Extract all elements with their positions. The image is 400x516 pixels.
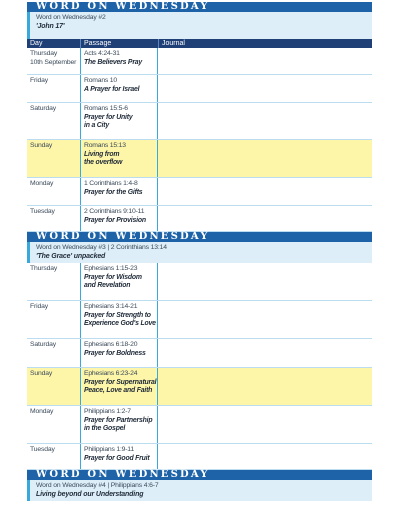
passage-reference: Ephesians 3:14-21 — [84, 303, 138, 310]
day-cell: Sunday — [30, 142, 53, 149]
day-cell: Tuesday — [30, 208, 55, 215]
column-header — [27, 39, 372, 48]
passage-reference: Romans 15:5-6 — [84, 105, 128, 112]
passage-cell — [80, 48, 158, 74]
journal-cell[interactable] — [158, 368, 372, 405]
wow-banner-title: WORD ON WEDNESDAY — [36, 469, 210, 480]
passage-cell — [80, 263, 158, 300]
passage-title: Prayer for Boldness — [84, 349, 146, 357]
journal-cell[interactable] — [158, 263, 372, 300]
day-cell: Monday — [30, 408, 54, 415]
wow-section-1 — [27, 2, 372, 39]
wow-banner — [27, 470, 372, 480]
journal-cell[interactable] — [158, 406, 372, 443]
day-cell: Friday — [30, 77, 48, 84]
passage-cell — [80, 206, 158, 231]
wow-banner — [27, 2, 372, 12]
wow-section-3 — [27, 470, 372, 501]
journal-cell[interactable] — [158, 75, 372, 102]
wow-banner-title: WORD ON WEDNESDAY — [36, 1, 210, 12]
journal-cell[interactable] — [158, 48, 372, 74]
passage-title: Prayer for Strength to Experience God's Love — [84, 311, 156, 327]
reading-plan-page — [27, 2, 372, 501]
column-header-journal: Journal — [158, 39, 372, 48]
passage-title: Prayer for Partnership in the Gospel — [84, 416, 153, 432]
passage-reference: Romans 15:13 — [84, 142, 126, 149]
wow-info-box — [27, 242, 372, 263]
table-row-highlighted — [27, 140, 372, 178]
day-cell: Thursday — [30, 265, 58, 272]
wow-subtitle: Word on Wednesday #3 | 2 Corinthians 13:14 — [36, 244, 167, 251]
table-row — [27, 339, 372, 368]
journal-cell[interactable] — [158, 339, 372, 367]
day-cell: Sunday — [30, 370, 53, 377]
table-row — [27, 75, 372, 103]
passage-cell — [80, 140, 158, 177]
passage-reference: Ephesians 6:18-20 — [84, 341, 138, 348]
passage-cell — [80, 301, 158, 338]
passage-reference: Philippians 1:2-7 — [84, 408, 131, 415]
week-1-table — [27, 48, 372, 232]
day-cell: Friday — [30, 303, 48, 310]
wow-info-box — [27, 480, 372, 501]
day-cell: Saturday — [30, 105, 57, 112]
table-row — [27, 178, 372, 206]
passage-title: A Prayer for Israel — [84, 85, 140, 93]
column-header-day: Day — [30, 40, 43, 47]
passage-title: Prayer for Supernatural Peace, Love and Faith — [84, 378, 157, 394]
passage-reference: Ephesians 6:23-24 — [84, 370, 138, 377]
wow-banner — [27, 232, 372, 242]
passage-cell — [80, 406, 158, 443]
passage-title: Prayer for the Gifts — [84, 188, 143, 196]
journal-cell[interactable] — [158, 140, 372, 177]
passage-cell — [80, 444, 158, 469]
day-cell: Monday — [30, 180, 54, 187]
journal-cell[interactable] — [158, 178, 372, 205]
table-row — [27, 444, 372, 470]
passage-reference: Ephesians 1:15-23 — [84, 265, 138, 272]
journal-cell[interactable] — [158, 206, 372, 231]
passage-reference: Philippians 1:9-11 — [84, 446, 134, 453]
table-row — [27, 103, 372, 140]
wow-theme: 'John 17' — [36, 23, 65, 30]
column-header-passage: Passage — [80, 39, 158, 48]
journal-cell[interactable] — [158, 301, 372, 338]
table-row — [27, 206, 372, 232]
day-cell: Saturday — [30, 341, 57, 348]
day-cell: Tuesday — [30, 446, 55, 453]
passage-title: Prayer for Provision — [84, 216, 146, 224]
passage-cell — [80, 75, 158, 102]
wow-subtitle: Word on Wednesday #2 — [36, 14, 106, 21]
wow-info-box — [27, 12, 372, 39]
passage-cell — [80, 339, 158, 367]
table-row — [27, 263, 372, 301]
journal-cell[interactable] — [158, 444, 372, 469]
passage-cell — [80, 368, 158, 405]
passage-cell — [80, 178, 158, 205]
wow-theme: Living beyond our Understanding — [36, 491, 144, 498]
week-2-table — [27, 263, 372, 470]
wow-banner-title: WORD ON WEDNESDAY — [36, 231, 210, 242]
day-cell: Thursday 10th September — [30, 50, 77, 66]
passage-reference: 2 Corinthians 9:10-11 — [84, 208, 145, 215]
passage-title: Living from the overflow — [84, 150, 123, 166]
passage-title: Prayer for Good Fruit — [84, 454, 150, 462]
passage-title: Prayer for Unity in a City — [84, 113, 133, 129]
table-row-highlighted — [27, 368, 372, 406]
wow-theme: 'The Grace' unpacked — [36, 253, 106, 260]
passage-title: Prayer for Wisdom and Revelation — [84, 273, 142, 289]
wow-section-2 — [27, 232, 372, 263]
table-row — [27, 301, 372, 339]
passage-cell — [80, 103, 158, 139]
passage-reference: 1 Corinthians 1:4-8 — [84, 180, 138, 187]
table-row — [27, 48, 372, 75]
journal-cell[interactable] — [158, 103, 372, 139]
wow-subtitle: Word on Wednesday #4 | Philippians 4:6-7 — [36, 482, 159, 489]
passage-title: The Believers Pray — [84, 58, 143, 66]
table-row — [27, 406, 372, 444]
passage-reference: Acts 4:24-31 — [84, 50, 120, 57]
passage-reference: Romans 10 — [84, 77, 117, 84]
